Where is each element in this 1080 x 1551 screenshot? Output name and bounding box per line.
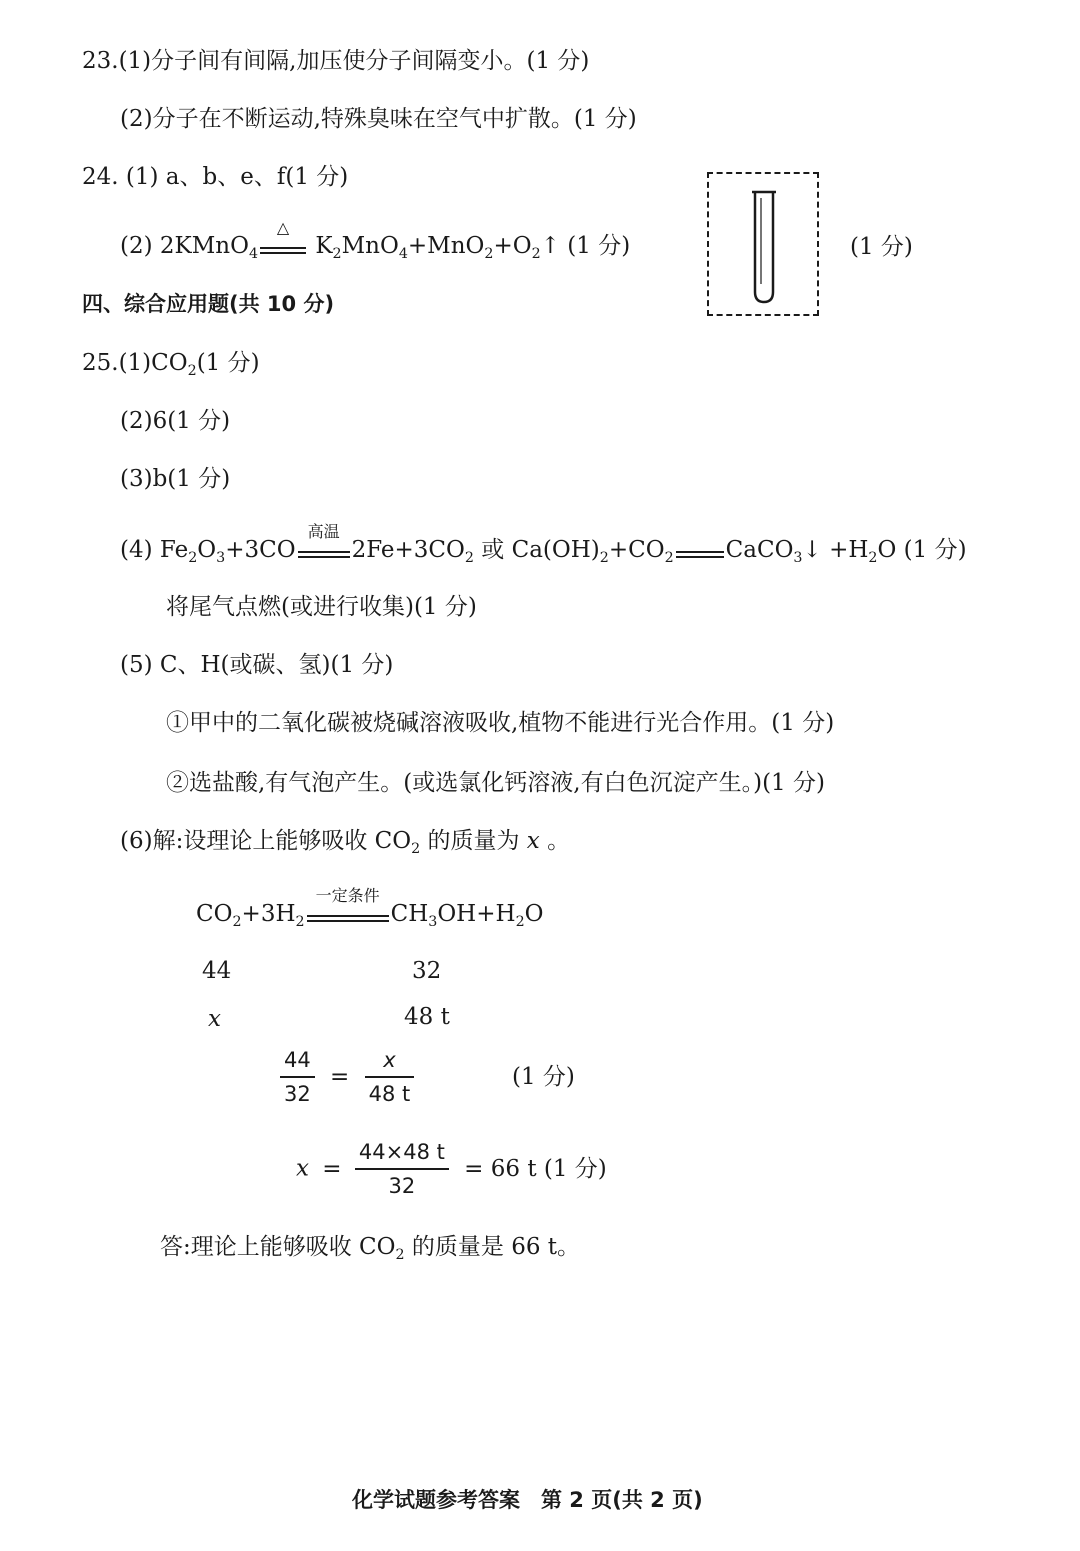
q25-part-2: (2)6(1 分) (120, 408, 231, 434)
q24-part-1: (1) a、b、e、f(1 分) (125, 164, 349, 190)
q23-part-1: (1)分子间有间隔,加压使分子间隔变小。(1 分) (118, 48, 590, 74)
unknown-x: x (208, 1006, 221, 1032)
q23-number: 23. (82, 48, 119, 74)
test-tube-icon (709, 174, 817, 314)
molar-mass-co2: 44 (202, 958, 232, 984)
test-tube-figure (707, 172, 819, 316)
q25-part-6-intro: (6)解:设理论上能够吸收 $CO_2$ 的质量为 x 。 (120, 828, 571, 857)
q23-part-2: (2)分子在不断运动,特殊臭味在空气中扩散。(1 分) (120, 106, 637, 132)
q25-part-4-line-2: 将尾气点燃(或进行收集)(1 分) (166, 594, 477, 620)
reaction-arrow: △ (260, 232, 306, 262)
reaction-arrow-condition: 一定条件 (307, 900, 389, 930)
given-mass: 48 t (404, 1004, 450, 1030)
q25-part-5-b: ②选盐酸,有气泡产生。(或选氯化钙溶液,有白色沉淀产生。)(1 分) (166, 770, 825, 796)
q24-figure-score: (1 分) (850, 234, 913, 260)
q24-part-2-equation: (2) 2KMnO$_4$ △ $K_2MnO_4+MnO_2+O_2↑$ (1 分) (120, 218, 631, 262)
ratio-score: (1 分) (512, 1064, 575, 1090)
reaction-arrow-high-temp: 高温 (298, 536, 350, 566)
q23-line-1 (82, 50, 589, 73)
final-answer: 答:理论上能够吸收 $CO_2$ 的质量是 66 t。 (160, 1234, 581, 1263)
calculation: x = $\frac{44\times 48 t}{32}$ = 66 t (1 分) (296, 1140, 607, 1198)
q25-number: 25. (82, 350, 119, 376)
q25-part-5: (5) C、H(或碳、氢)(1 分) (120, 652, 394, 678)
q25-part-4-equations: (4) $Fe_2O_3+3CO$ 高温 $2Fe+3CO_2$ 或 $Ca(OH)_2+CO_2$ CaCO$_3$↓ $+H_2O$ (1 分) (120, 522, 967, 566)
q25-part-6-equation: $CO_2+3H_2$ 一定条件 $CH_3OH+H_2O$ (196, 886, 544, 930)
q24-line-1 (82, 166, 348, 189)
q25-part-5-a: ①甲中的二氧化碳被烧碱溶液吸收,植物不能进行光合作用。(1 分) (166, 710, 835, 736)
reaction-arrow (676, 536, 724, 566)
q25-part-3: (3)b(1 分) (120, 466, 231, 492)
ratio-equation: $\frac{44}{32}$ = $\frac{x}{48 t}$ (280, 1050, 414, 1105)
q24-number: 24. (82, 164, 119, 190)
q25-line-1: $25.(1)CO_2(1$ 分) (82, 350, 260, 379)
page-footer: 化学试题参考答案 第 2 页(共 2 页) (352, 1488, 703, 1512)
molar-mass-ch3oh: 32 (412, 958, 442, 984)
section-4-title: 四、综合应用题(共 10 分) (82, 292, 335, 316)
